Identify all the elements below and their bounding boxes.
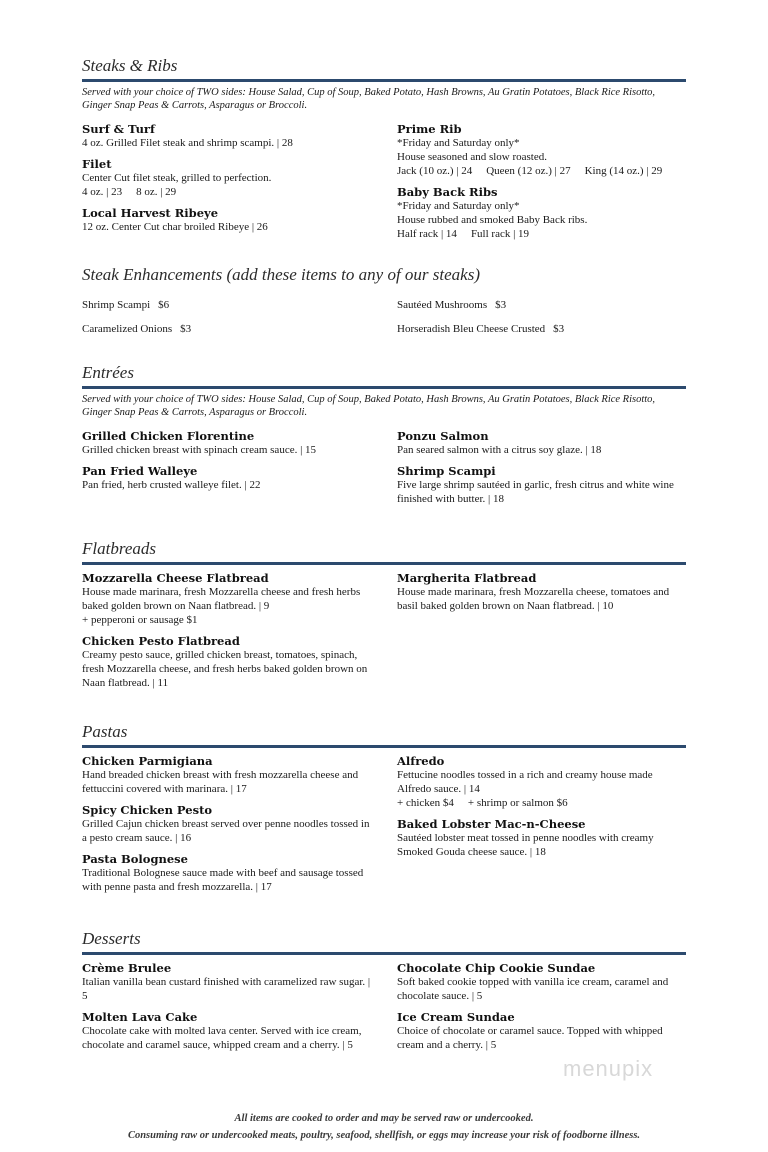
section-steak-enhancements: [82, 264, 686, 335]
item-description: House seasoned and slow roasted.: [397, 151, 547, 163]
item-description: Creamy pesto sauce, grilled chicken breast, tomatoes, spinach, fresh Mozzarella cheese, and fresh herbs baked golden brown on Naan flatbread. | 11: [82, 649, 368, 689]
footer-line: All items are cooked to order and may be served raw or undercooked.: [234, 1113, 534, 1124]
item-addons: [397, 796, 686, 810]
section-title: Flatbreads: [82, 539, 156, 558]
section-entrees: [82, 362, 686, 505]
enhancement-name: Sautéed Mushrooms: [397, 299, 488, 311]
item-name: Spicy Chicken Pesto: [82, 803, 213, 817]
addon-option: + chicken $4: [397, 797, 454, 809]
section-desserts: [82, 928, 686, 1051]
section-pastas: [82, 721, 686, 893]
section-steaks-ribs: [82, 55, 686, 240]
section-divider: [82, 562, 686, 565]
addon-option: + shrimp or salmon $6: [467, 797, 568, 809]
item-description: Choice of chocolate or caramel sauce. Topped with whipped cream and a cherry. | 5: [397, 1025, 663, 1051]
menu-item-molten-lava-cake: [82, 1010, 374, 1052]
enhancement-name: Shrimp Scampi: [82, 299, 151, 311]
menu-item-ponzu-salmon: [397, 429, 686, 457]
menu-item-ribeye: [82, 206, 374, 234]
item-description: 12 oz. Center Cut char broiled Ribeye | 26: [82, 221, 268, 233]
item-description: House rubbed and smoked Baby Back ribs.: [397, 214, 588, 226]
item-name: Baby Back Ribs: [397, 185, 498, 199]
item-name: Alfredo: [397, 754, 445, 768]
item-name: Grilled Chicken Florentine: [82, 429, 255, 443]
menu-item-lobster-mac-n-cheese: [397, 817, 686, 859]
price-option: King (14 oz.) | 29: [584, 165, 663, 177]
item-description: House made marinara, fresh Mozzarella cheese and fresh herbs baked golden brown on Naan flatbread. | 9: [82, 586, 361, 612]
item-name: Baked Lobster Mac-n-Cheese: [397, 817, 586, 831]
item-availability: *Friday and Saturday only*: [397, 200, 520, 212]
section-title: Steaks & Ribs: [82, 56, 178, 75]
item-name: Ice Cream Sundae: [397, 1010, 515, 1024]
item-name: Pasta Bolognese: [82, 852, 188, 866]
item-name: Chocolate Chip Cookie Sundae: [397, 961, 596, 975]
item-description: Italian vanilla bean custard finished with caramelized raw sugar. | 5: [82, 976, 371, 1002]
section-divider: [82, 79, 686, 82]
item-prices: [397, 164, 686, 178]
enhancement-price: $3: [180, 323, 192, 335]
enhancement-price: $6: [158, 299, 170, 311]
enhancement-item: [397, 298, 686, 322]
item-name: Crème Brulee: [82, 961, 172, 975]
item-name: Prime Rib: [397, 122, 462, 136]
section-divider: [82, 386, 686, 389]
item-name: Molten Lava Cake: [82, 1010, 198, 1024]
price-option: 4 oz. | 23: [82, 186, 123, 198]
menu-item-surf-turf: [82, 122, 374, 150]
item-description: Chocolate cake with molted lava center. Served with ice cream, chocolate and caramel sauce, whipped cream and a cherry. | 5: [82, 1025, 362, 1051]
item-description: Grilled chicken breast with spinach cream sauce. | 15: [82, 444, 317, 456]
price-option: Queen (12 oz.) | 27: [486, 165, 571, 177]
price-option: Jack (10 oz.) | 24: [397, 165, 473, 177]
enhancement-price: $3: [495, 299, 507, 311]
section-title: Desserts: [82, 929, 141, 948]
item-name: Margherita Flatbread: [397, 571, 537, 585]
menu-item-cookie-sundae: [397, 961, 686, 1003]
item-description: Pan seared salmon with a citrus soy glaze. | 18: [397, 444, 602, 456]
enhancement-name: Caramelized Onions: [82, 323, 173, 335]
sides-note: Served with your choice of TWO sides: House Salad, Cup of Soup, Baked Potato, Hash Browns, Au Gratin Potatoes, Black Rice Risotto, Ginger Snap Peas & Carrots, Asparagus or Broccoli.: [82, 87, 656, 111]
menu-item-creme-brulee: [82, 961, 374, 1003]
menu-item-chicken-pesto-flatbread: [82, 634, 374, 690]
menu-item-filet: [82, 157, 374, 199]
footer-line: Consuming raw or undercooked meats, poultry, seafood, shellfish, or eggs may increase your risk of foodborne illness.: [127, 1130, 641, 1141]
enhancement-name: Horseradish Bleu Cheese Crusted: [397, 323, 546, 335]
enhancement-item: [82, 298, 374, 322]
footer-disclaimer: [0, 1110, 768, 1144]
menu-item-chicken-florentine: [82, 429, 374, 457]
section-title: Pastas: [82, 722, 128, 741]
item-prices: [397, 227, 686, 241]
item-availability: *Friday and Saturday only*: [397, 137, 520, 149]
item-description: Soft baked cookie topped with vanilla ice cream, caramel and chocolate sauce. | 5: [397, 976, 669, 1002]
price-option: Half rack | 14: [397, 228, 457, 240]
item-description: Fettucine noodles tossed in a rich and creamy house made Alfredo sauce. | 14: [397, 769, 653, 795]
item-name: Pan Fried Walleye: [82, 464, 198, 478]
section-title: Entrées: [82, 363, 134, 382]
item-description: Five large shrimp sautéed in garlic, fresh citrus and white wine finished with butter. | 18: [397, 479, 674, 505]
price-option: Full rack | 19: [470, 228, 530, 240]
item-name: Filet: [82, 157, 112, 171]
enhancement-price: $3: [553, 323, 565, 335]
item-name: Local Harvest Ribeye: [82, 206, 219, 220]
item-addon: + pepperoni or sausage $1: [82, 614, 198, 626]
enhancement-item: [397, 322, 686, 346]
section-divider: [82, 952, 686, 955]
section-title: Steak Enhancements (add these items to any of our steaks): [82, 265, 480, 284]
menu-item-prime-rib: [397, 122, 686, 178]
menu-item-pan-fried-walleye: [82, 464, 374, 492]
item-name: Surf & Turf: [82, 122, 155, 136]
menu-item-ice-cream-sundae: [397, 1010, 686, 1052]
menupix-watermark: menupix: [563, 1056, 654, 1081]
menu-item-spicy-chicken-pesto: [82, 803, 374, 845]
menu-item-margherita-flatbread: [397, 571, 686, 613]
item-description: Sautéed lobster meat tossed in penne noodles with creamy Smoked Gouda cheese sauce. | 18: [397, 832, 654, 858]
menu-item-baby-back-ribs: [397, 185, 686, 241]
item-name: Chicken Pesto Flatbread: [82, 634, 240, 648]
item-description: Pan fried, herb crusted walleye filet. | 22: [82, 479, 261, 491]
section-divider: [82, 745, 686, 748]
item-name: Shrimp Scampi: [397, 464, 496, 478]
item-description: House made marinara, fresh Mozzarella cheese, tomatoes and basil baked golden brown on Naan flatbread. | 10: [397, 586, 670, 612]
price-option: 8 oz. | 29: [136, 186, 177, 198]
menu-item-chicken-parmigiana: [82, 754, 374, 796]
menu-item-alfredo: [397, 754, 686, 810]
enhancement-item: [82, 322, 374, 346]
menu-item-shrimp-scampi: [397, 464, 686, 506]
item-description: Center Cut filet steak, grilled to perfection.: [82, 172, 272, 184]
item-name: Chicken Parmigiana: [82, 754, 213, 768]
item-description: 4 oz. Grilled Filet steak and shrimp scampi. | 28: [82, 137, 293, 149]
item-description: Grilled Cajun chicken breast served over penne noodles tossed in a pesto cream sauce. | 16: [82, 818, 370, 844]
item-name: Ponzu Salmon: [397, 429, 489, 443]
item-description: Hand breaded chicken breast with fresh mozzarella cheese and fettuccini covered with marinara. | 17: [82, 769, 359, 795]
item-prices: [82, 185, 374, 199]
menu-item-pasta-bolognese: [82, 852, 374, 894]
item-description: Traditional Bolognese sauce made with beef and sausage tossed with penne pasta and fresh mozzarella. | 17: [82, 867, 364, 893]
sides-note: Served with your choice of TWO sides: House Salad, Cup of Soup, Baked Potato, Hash Browns, Au Gratin Potatoes, Black Rice Risotto, Ginger Snap Peas & Carrots, Asparagus or Broccoli.: [82, 394, 656, 418]
item-name: Mozzarella Cheese Flatbread: [82, 571, 269, 585]
section-flatbreads: [82, 538, 686, 689]
menu-item-mozzarella-flatbread: [82, 571, 374, 627]
